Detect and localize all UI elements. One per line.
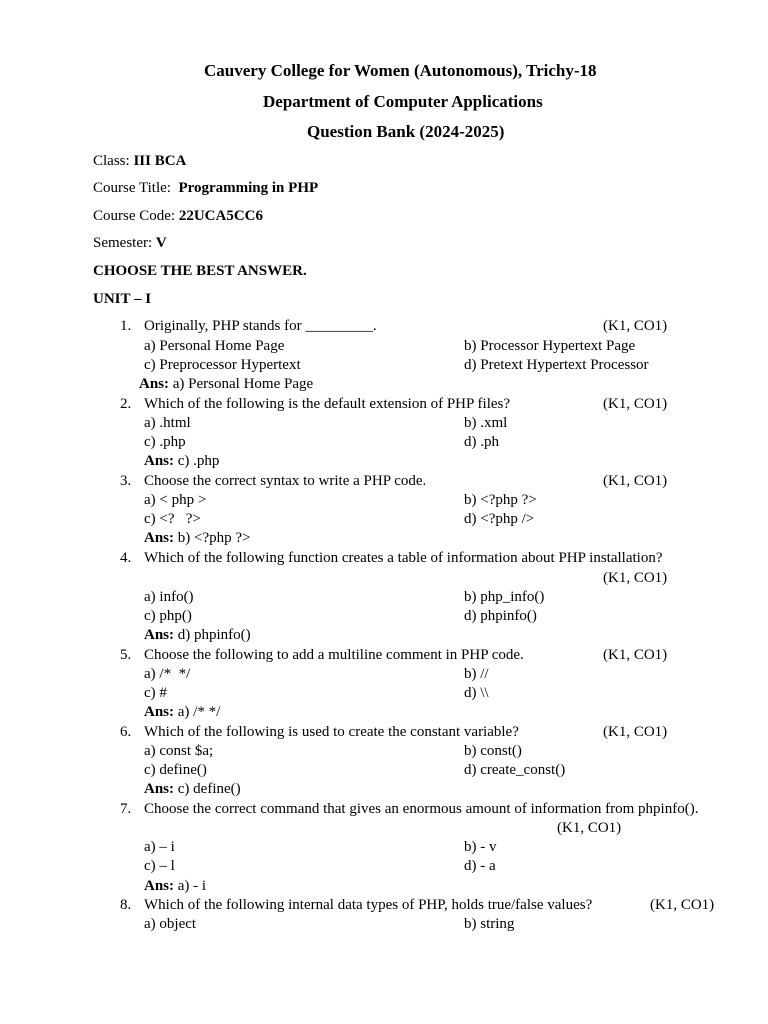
course-title-value: Programming in PHP [178,180,319,196]
answer-label: Ans: [144,627,175,643]
option-c: c) Preprocessor Hypertext [144,357,301,373]
question-number: 3. [120,473,132,489]
department-title: Department of Computer Applications [263,92,543,111]
question-text: Which of the following is the default extension of PHP files? [144,396,511,412]
question-tag: (K1, CO1) [650,897,715,913]
option-a: a) info() [144,589,194,605]
question-tag: (K1, CO1) [603,473,668,489]
option-d: d) \\ [464,685,489,701]
question-tag: (K1, CO1) [557,820,622,836]
option-c: c) define() [144,762,207,778]
question-text: Choose the correct command that gives an enormous amount of information from phpinfo(). [144,801,699,817]
option-a: a) .html [144,415,191,431]
option-c: c) – l [144,858,175,874]
option-a: a) < php > [144,492,207,508]
option-b: b) php_info() [464,589,545,605]
option-c: c) .php [144,434,186,450]
option-d: d) .ph [464,434,499,450]
answer-line [144,626,251,645]
class-line [93,152,186,171]
answer-value: c) .php [177,453,220,469]
question-tag: (K1, CO1) [603,570,668,586]
answer-value: d) phpinfo() [177,627,251,643]
answer-line [144,877,206,896]
question-number: 2. [120,396,132,412]
semester-label: Semester: [93,235,153,251]
answer-value: c) define() [177,781,241,797]
question-text: Which of the following is used to create the constant variable? [144,724,519,740]
question-bank-title: Question Bank (2024-2025) [307,122,505,141]
answer-line [144,703,220,722]
option-a: a) /* */ [144,666,191,682]
option-c: c) <? ?> [144,511,201,527]
question-tag: (K1, CO1) [603,396,668,412]
answer-label: Ans: [144,453,175,469]
option-a: a) const $a; [144,743,214,759]
question-number: 6. [120,724,132,740]
course-title-label: Course Title: [93,180,171,196]
option-d: d) - a [464,858,496,874]
option-d: d) Pretext Hypertext Processor [464,357,649,373]
question-number: 8. [120,897,132,913]
course-title-line [93,179,318,198]
option-a: a) – i [144,839,175,855]
answer-line [144,529,251,548]
option-c: c) php() [144,608,192,624]
option-b: b) - v [464,839,497,855]
course-code-label: Course Code: [93,208,176,224]
option-b: b) const() [464,743,522,759]
class-value: III BCA [133,153,187,169]
option-d: d) create_const() [464,762,566,778]
question-number: 4. [120,550,132,566]
answer-label: Ans: [144,704,175,720]
answer-label: Ans: [144,781,175,797]
class-label: Class: [93,153,130,169]
answer-line [144,452,219,471]
question-text: Choose the following to add a multiline comment in PHP code. [144,647,524,663]
answer-value: b) <?php ?> [177,530,251,546]
question-text: Originally, PHP stands for _________. [144,318,377,334]
option-b: b) // [464,666,489,682]
option-d: d) phpinfo() [464,608,537,624]
question-text: Which of the following function creates a table of information about PHP installation? [144,550,663,566]
course-code-value: 22UCA5CC6 [178,208,263,224]
option-b: b) <?php ?> [464,492,537,508]
answer-line [144,780,241,799]
course-code-line [93,207,263,226]
college-title: Cauvery College for Women (Autonomous), Trichy-18 [204,61,597,80]
question-text: Which of the following internal data types of PHP, holds true/false values? [144,897,593,913]
instruction-heading: CHOOSE THE BEST ANSWER. [93,263,307,279]
question-number: 5. [120,647,132,663]
question-tag: (K1, CO1) [603,724,668,740]
answer-value: a) /* */ [177,704,221,720]
option-b: b) Processor Hypertext Page [464,338,636,354]
answer-line [139,375,313,394]
answer-value: a) Personal Home Page [172,376,314,392]
unit-heading: UNIT – I [93,291,152,307]
option-b: b) .xml [464,415,508,431]
option-c: c) # [144,685,167,701]
question-text: Choose the correct syntax to write a PHP code. [144,473,427,489]
option-a: a) Personal Home Page [144,338,285,354]
answer-label: Ans: [144,530,175,546]
option-d: d) <?php /> [464,511,535,527]
answer-label: Ans: [144,878,175,894]
semester-line [93,234,167,253]
question-tag: (K1, CO1) [603,318,668,334]
question-number: 1. [120,318,132,334]
question-number: 7. [120,801,132,817]
answer-label: Ans: [139,376,170,392]
question-tag: (K1, CO1) [603,647,668,663]
semester-value: V [155,235,167,251]
option-b: b) string [464,916,515,932]
answer-value: a) - i [177,878,207,894]
option-a: a) object [144,916,197,932]
